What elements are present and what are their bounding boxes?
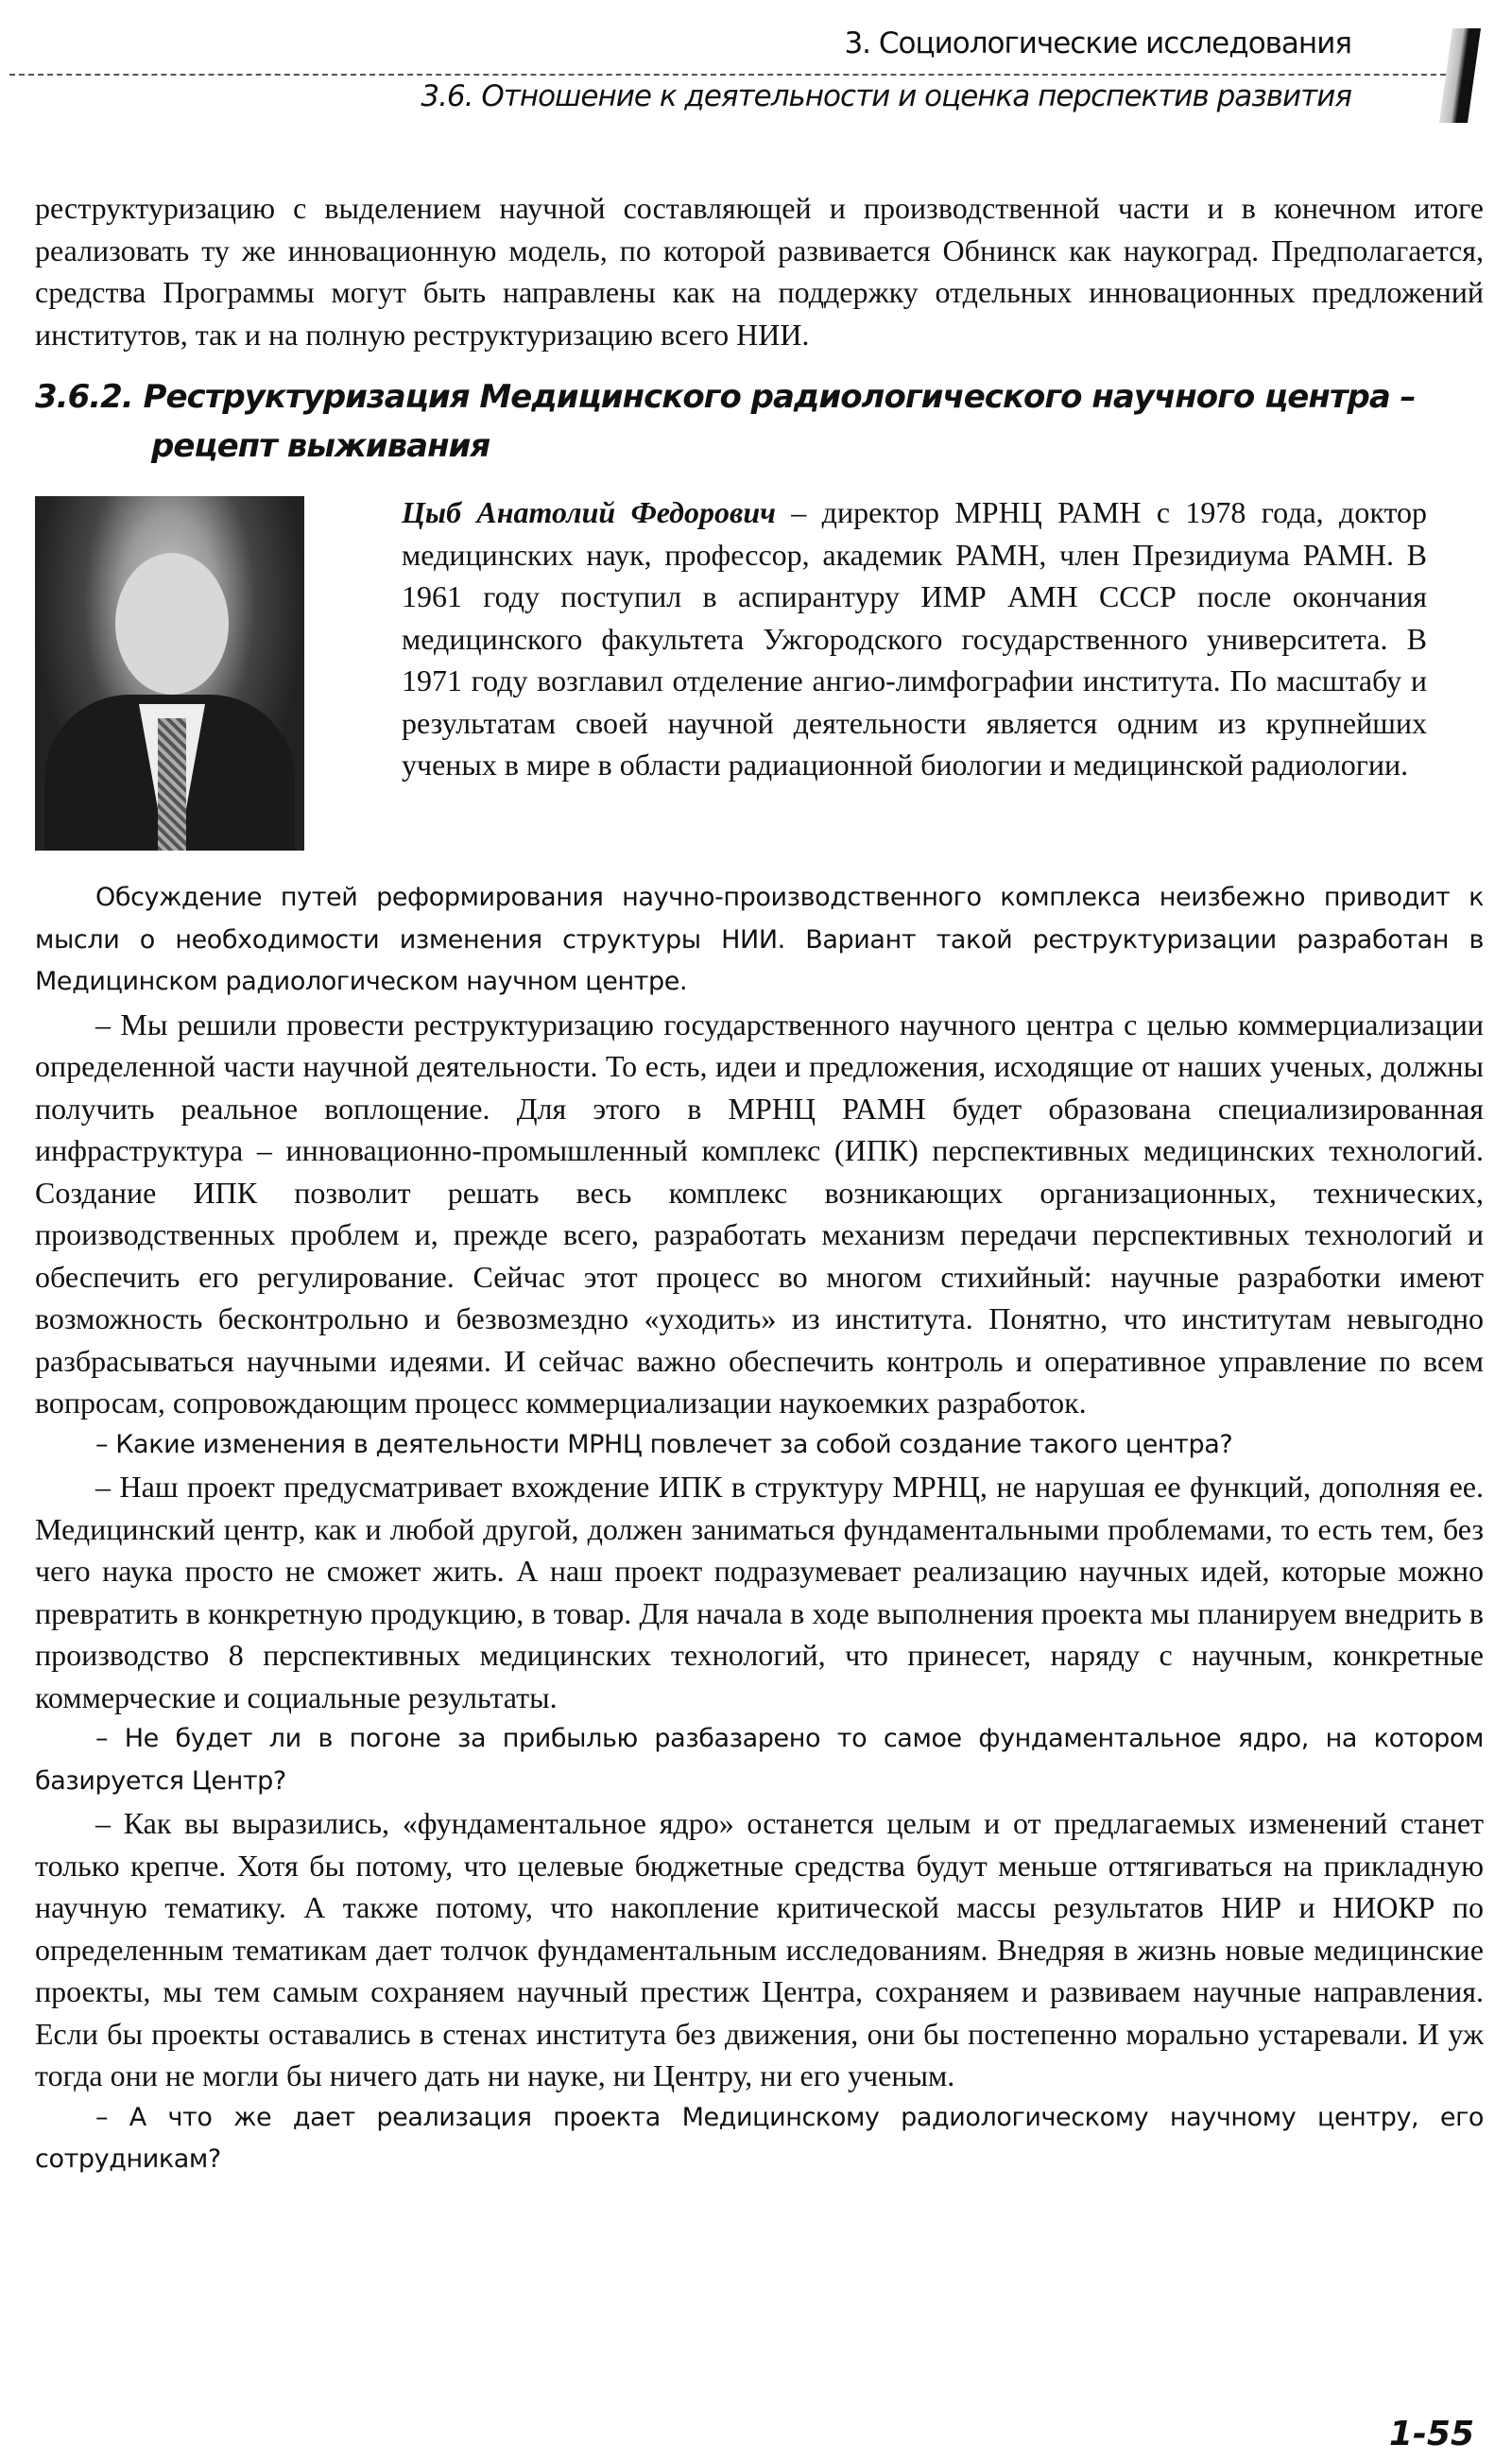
running-header-chapter: 3. Социологические исследования	[844, 26, 1351, 60]
chapter-tab-marker	[1439, 28, 1481, 123]
question-paragraph: – А что же дает реализация проекта Медицинскому радиологическому научному центру, его сотрудникам?	[35, 2102, 1484, 2174]
section-heading-line1: 3.6.2. Реструктуризация Медицинского радиологического научного центра –	[35, 378, 1416, 416]
question-paragraph: – Какие изменения в деятельности МРНЦ повлечет за собой создание такого центра?	[95, 1429, 1233, 1459]
answer-paragraph: – Наш проект предусматривает вхождение ИПК в структуру МРНЦ, не нарушая ее функций, дополняя ее. Медицинский центр, как и любой другой, должен заниматься фундаментальными проблемами, то есть тем, без чего наука просто не сможет жить. А наш проект подразумевает реализацию научных идей, которые можно превратить в конкретную продукцию, в товар. Для начала в ходе выполнения проекта мы планируем внедрить в производство 8 перспективных медицинских технологий, что принесет, наряду с научным, конкретные коммерческие и социальные результаты.	[35, 1470, 1484, 1714]
bio-name: Цыб Анатолий Федорович	[402, 495, 776, 529]
answer-paragraph: – Как вы выразились, «фундаментальное ядро» останется целым и от предлагаемых изменений станет только крепче. Хотя бы потому, что целевые бюджетные средства будут меньше оттягиваться на прикладную научную тематику. А также потому, что накопление критической массы результатов НИР и НИОКР по определенным тематикам дает толчок фундаментальным исследованиям. Внедряя в жизнь новые медицинские проекты, мы тем самым сохраняем научный престиж Центра, сохраняем и развиваем научные направления. Если бы проекты оставались в стенах института без движения, они бы постепенно морально устаревали. И уж тогда они не могли бы ничего дать ни науке, ни Центру, ни его ученым.	[35, 1806, 1484, 2092]
intro-paragraph	[35, 187, 1484, 355]
paragraph-text: реструктуризацию с выделением научной составляющей и производственной части и в конечном итоге реализовать ту же инновационную модель, по которой развивается Обнинск как наукоград. Предполагается, средства Программы могут быть направлены как на поддержку отдельных инновационных предложений институтов, так и на полную реструктуризацию всего НИИ.	[35, 191, 1484, 352]
bio-block	[402, 491, 1427, 786]
bio-text: – директор МРНЦ РАМН с 1978 года, доктор медицинских наук, профессор, академик РАМН, член Президиума РАМН. В 1961 году поступил в аспирантуру ИМР АМН СССР после окончания медицинского факультета Ужгородского государственного университета. В 1971 году возглавил отделение ангио-лимфографии института. По масштабу и результатам своей научной деятельности является одним из крупнейших ученых в мире в области радиационной биологии и медицинской радиологии.	[402, 495, 1428, 782]
header-divider	[9, 74, 1446, 76]
question-paragraph: Обсуждение путей реформирования научно-производственного комплекса неизбежно приводит к мысли о необходимости изменения структуры НИИ. Вариант такой реструктуризации разработан в Медицинском радиологическом научном центре.	[35, 883, 1484, 996]
section-heading-line2: рецепт выживания	[151, 427, 490, 465]
running-header-section: 3.6. Отношение к деятельности и оценка перспектив развития	[421, 79, 1351, 113]
portrait-photo	[35, 496, 304, 851]
question-paragraph: – Не будет ли в погоне за прибылью разбазарено то самое фундаментальное ядро, на котором базируется Центр?	[35, 1724, 1484, 1796]
page-number: 1-55	[1388, 2415, 1474, 2453]
article-body	[35, 877, 1484, 2181]
answer-paragraph: – Мы решили провести реструктуризацию государственного научного центра с целью коммерциализации определенной части научной деятельности. То есть, идеи и предложения, исходящие от наших ученых, должны получить реальное воплощение. Для этого в МРНЦ РАМН будет образована специализированная инфраструктура – инновационно-промышленный комплекс (ИПК) перспективных медицинских технологий. Создание ИПК позволит решать весь комплекс возникающих организационных, технических, производственных проблем и, прежде всего, разработать механизм передачи перспективных технологий и обеспечить его регулирование. Сейчас этот процесс во многом стихийный: научные разработки имеют возможность бесконтрольно и безвозмездно «уходить» из института. Понятно, что институтам невыгодно разбрасываться научными идеями. И сейчас важно обеспечить контроль и оперативное управление по всем вопросам, сопровождающим процесс коммерциализации наукоемких разработок.	[35, 1007, 1484, 1420]
